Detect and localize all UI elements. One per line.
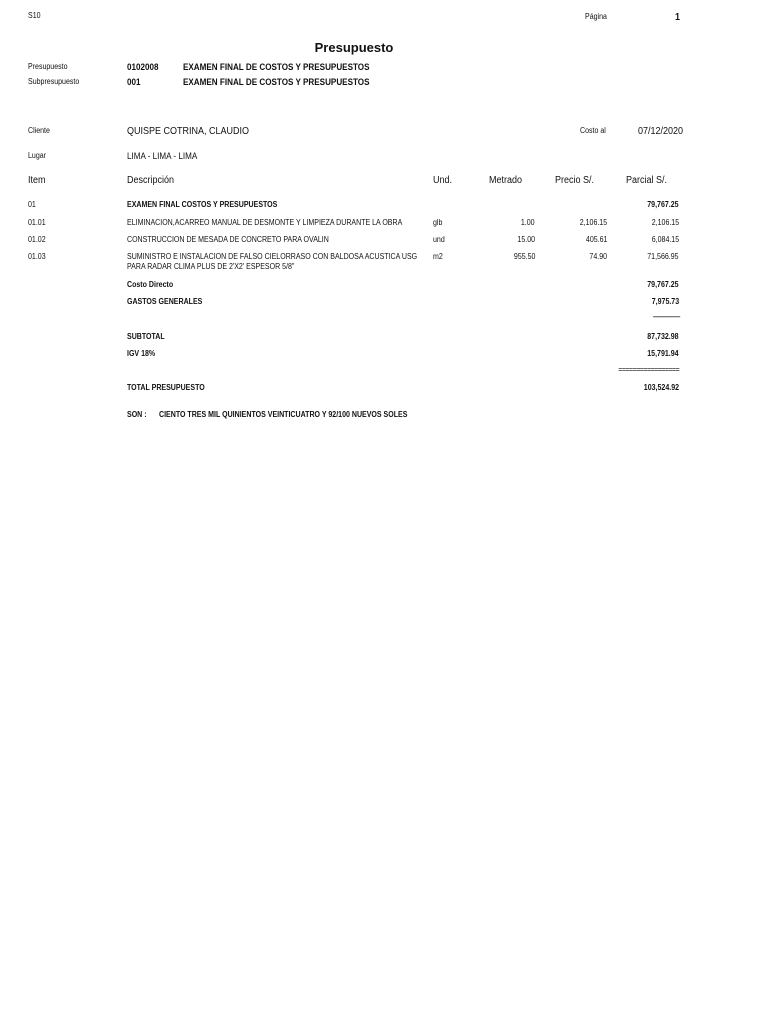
costo-date: 07/12/2020 [638, 126, 684, 137]
row-metrado: 15.00 [517, 235, 535, 244]
gastos-generales-value: 7,975.73 [651, 297, 679, 306]
row-desc: EXAMEN FINAL COSTOS Y PRESUPUESTOS [127, 200, 278, 209]
cliente-label: Cliente [28, 126, 50, 135]
subtotal-label: SUBTOTAL [127, 332, 165, 341]
page-title: Presupuesto [314, 40, 394, 55]
separator-line: -------------------------- [652, 312, 679, 321]
row-item: 01 [28, 200, 36, 209]
total-presupuesto-value: 103,524.92 [643, 383, 679, 392]
double-separator-line: ================= [618, 365, 679, 374]
costo-directo-label: Costo Directo [127, 280, 174, 289]
col-item-header: Item [28, 175, 46, 186]
lugar-label: Lugar [28, 151, 47, 160]
gastos-generales-label: GASTOS GENERALES [127, 297, 203, 306]
row-precio: 2,106.15 [579, 218, 607, 227]
row-desc: ELIMINACION,ACARREO MANUAL DE DESMONTE Y LIMPIEZA DURANTE LA OBRA [127, 218, 403, 227]
row-item: 01.03 [28, 252, 46, 261]
costo-directo-value: 79,767.25 [647, 280, 679, 289]
subpresupuesto-label: Subpresupuesto [28, 77, 80, 86]
igv-label: IGV 18% [127, 349, 156, 358]
row-precio: 405.61 [585, 235, 607, 244]
row-metrado: 955.50 [513, 252, 535, 261]
row-desc: CONSTRUCCION DE MESADA DE CONCRETO PARA OVALIN [127, 235, 329, 244]
row-parcial: 71,566.95 [647, 252, 679, 261]
row-item: 01.01 [28, 218, 46, 227]
col-parcial-header: Parcial S/. [626, 175, 668, 186]
cliente-value: QUISPE COTRINA, CLAUDIO [127, 126, 250, 137]
row-und: m2 [433, 252, 443, 261]
row-item: 01.02 [28, 235, 46, 244]
row-desc: SUMINISTRO E INSTALACION DE FALSO CIELORRASO CON BALDOSA ACUSTICA USG PARA RADAR CLIMA PLUS DE 2'X2' ESPESOR 5/8" [127, 252, 418, 271]
row-parcial: 2,106.15 [651, 218, 679, 227]
costo-label: Costo al [580, 126, 606, 135]
row-und: glb [433, 218, 443, 227]
row-metrado: 1.00 [521, 218, 535, 227]
presupuesto-name: EXAMEN FINAL DE COSTOS Y PRESUPUESTOS [183, 62, 370, 72]
son-text: CIENTO TRES MIL QUINIENTOS VEINTICUATRO Y 92/100 NUEVOS SOLES [159, 410, 408, 419]
subpresupuesto-code: 001 [127, 77, 141, 87]
report-code: S10 [28, 11, 41, 20]
presupuesto-label: Presupuesto [28, 62, 68, 71]
col-und-header: Und. [433, 175, 453, 186]
page-label: Página [585, 12, 607, 21]
col-precio-header: Precio S/. [555, 175, 595, 186]
subpresupuesto-name: EXAMEN FINAL DE COSTOS Y PRESUPUESTOS [183, 77, 370, 87]
col-descripcion-header: Descripción [127, 175, 175, 186]
row-parcial: 6,084.15 [651, 235, 679, 244]
row-und: und [433, 235, 445, 244]
presupuesto-code: 0102008 [127, 62, 159, 72]
row-precio: 74.90 [589, 252, 607, 261]
igv-value: 15,791.94 [647, 349, 679, 358]
subtotal-value: 87,732.98 [647, 332, 679, 341]
page-number: 1 [675, 12, 681, 23]
col-metrado-header: Metrado [489, 175, 523, 186]
total-presupuesto-label: TOTAL PRESUPUESTO [127, 383, 205, 392]
lugar-value: LIMA - LIMA - LIMA [127, 151, 198, 161]
row-parcial: 79,767.25 [647, 200, 679, 209]
son-label: SON : [127, 410, 147, 419]
